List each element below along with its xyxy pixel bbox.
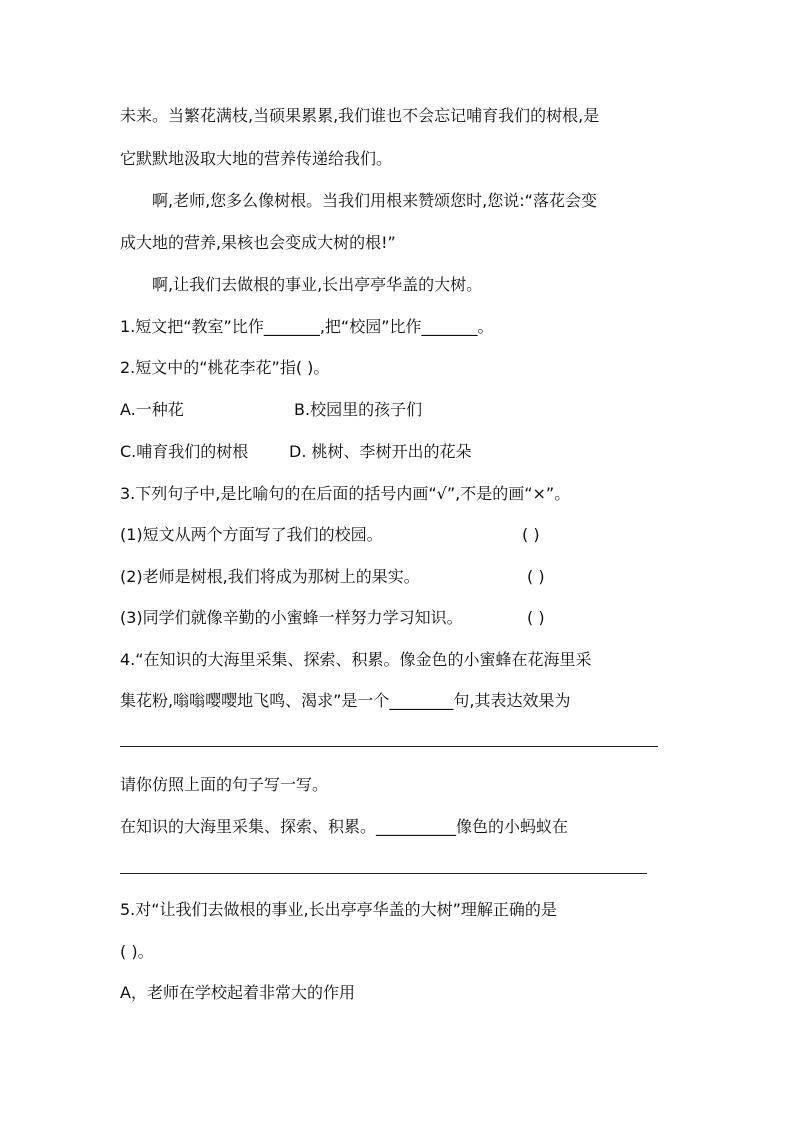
question-3-item-1-paren: ( ) <box>522 525 540 544</box>
passage-line-4: 成大地的营养,果核也会变成大树的根!” <box>120 233 396 252</box>
question-2: 2.短文中的“桃花李花”指( )。 <box>120 358 330 377</box>
passage-line-5: 啊,让我们去做根的事业,长出亭亭华盖的大树。 <box>152 275 483 294</box>
question-2-option-d: D. 桃树、李树开出的花朵 <box>289 442 472 461</box>
question-2-option-a: A.一种花 <box>120 400 184 419</box>
question-4-imitate: 请你仿照上面的句子写一写。 <box>120 775 329 794</box>
question-4-example: 在知识的大海里采集、探索、积累。__________像色的小蚂蚁在 <box>120 817 569 836</box>
question-3-item-1: (1)短文从两个方面写了我们的校园。 <box>120 525 383 544</box>
question-2-option-b: B.校园里的孩子们 <box>294 400 423 419</box>
question-3-item-2-paren: ( ) <box>527 567 545 586</box>
answer-line-2 <box>120 873 647 874</box>
question-4-line-1: 4.“在知识的大海里采集、探索、积累。像金色的小蜜蜂在花海里采 <box>120 650 592 669</box>
question-5-line-1: 5.对“让我们去做根的事业,长出亭亭华盖的大树”理解正确的是 <box>120 900 557 919</box>
question-1: 1.短文把“教室”比作_______,把“校园”比作_______。 <box>120 317 494 336</box>
question-4-line-2: 集花粉,嗡嗡嘤嘤地飞鸣、渴求”是一个________句,其表达效果为 <box>120 691 571 710</box>
passage-line-1: 未来。当繁花满枝,当硕果累累,我们谁也不会忘记哺育我们的树根,是 <box>120 106 600 125</box>
question-5-option-a: A，老师在学校起着非常大的作用 <box>120 983 355 1002</box>
passage-line-3: 啊,老师,您多么像树根。当我们用根来赞颂您时,您说:“落花会变 <box>152 191 597 210</box>
passage-line-2: 它默默地汲取大地的营养传递给我们。 <box>120 149 393 168</box>
question-3: 3.下列句子中,是比喻句的在后面的括号内画“√”,不是的画“×”。 <box>120 484 571 503</box>
question-3-item-2: (2)老师是树根,我们将成为那树上的果实。 <box>120 567 420 586</box>
question-3-item-3-paren: ( ) <box>527 608 545 627</box>
question-2-option-c: C.哺育我们的树根 <box>120 442 249 461</box>
question-5-paren: ( )。 <box>120 942 154 961</box>
answer-line-1 <box>120 746 658 747</box>
question-3-item-3: (3)同学们就像辛勤的小蜜蜂一样努力学习知识。 <box>120 608 463 627</box>
